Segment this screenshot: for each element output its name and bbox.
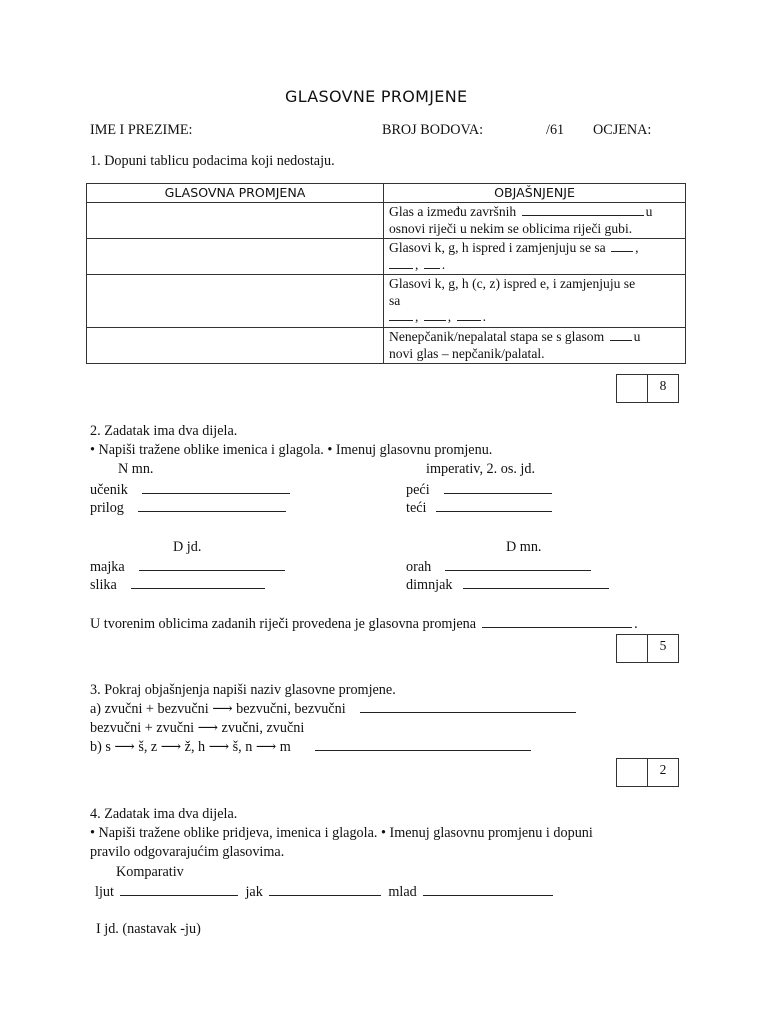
task4-heading: 4. Zadatak ima dva dijela. — [90, 806, 238, 822]
word-row-dimnjak — [406, 577, 611, 595]
answer-blank[interactable] — [142, 493, 290, 494]
explanation-text: u — [645, 204, 653, 219]
table-header-row — [87, 184, 686, 203]
label-d-jd: D jd. — [173, 539, 202, 555]
answer-blank[interactable] — [389, 320, 413, 321]
task1-instruction: 1. Dopuni tablicu podacima koji nedostaju. — [90, 153, 335, 169]
explanation-cell: Glasovi k, g, h ispred i zamjenjuju se sa , , . — [384, 239, 686, 275]
explanation-text: Glasovi k, g, h ispred i zamjenjuju se sa — [389, 240, 606, 256]
word: jak — [245, 884, 263, 900]
answer-blank[interactable] — [138, 511, 286, 512]
task4-instruction-line1: • Napiši tražene oblike pridjeva, imenica i glagola. • Imenuj glasovnu promjenu i dopuni — [90, 825, 593, 841]
score-entry[interactable] — [617, 759, 647, 786]
word: orah — [406, 559, 432, 575]
label-imperativ: imperativ, 2. os. jd. — [426, 461, 536, 477]
task2-instruction: • Napiši tražene oblike imenica i glagola. • Imenuj glasovnu promjenu. — [90, 442, 493, 458]
sentence-end: . — [634, 616, 638, 632]
word-row-teci — [406, 500, 554, 518]
answer-blank[interactable] — [424, 320, 446, 321]
answer-blank[interactable] — [610, 340, 632, 341]
answer-blank[interactable] — [131, 588, 265, 589]
score-max: 8 — [647, 375, 678, 402]
task1-table — [86, 183, 686, 364]
grade-label: OCJENA: — [593, 122, 652, 138]
task3-score-box — [616, 758, 679, 787]
table-row — [87, 239, 686, 275]
column-header-objasnjenje: OBJAŠNJENJE — [384, 184, 686, 203]
word: majka — [90, 559, 125, 575]
answer-blank[interactable] — [436, 511, 552, 512]
word-row-slika — [90, 577, 267, 595]
explanation-text: Glasovi k, g, h (c, z) ispred e, i zamjenjuju se — [389, 276, 636, 292]
answer-cell[interactable] — [87, 203, 384, 239]
word: slika — [90, 577, 117, 593]
explanation-text: sa — [389, 292, 401, 308]
task3-line-a2: bezvučni + zvučni ⟶ zvučni, zvučni — [90, 720, 305, 736]
word-row-ucenik — [90, 482, 292, 500]
page-title: GLASOVNE PROMJENE — [285, 87, 468, 106]
sentence-text: U tvorenim oblicima zadanih riječi provedena je glasovna promjena — [90, 616, 477, 632]
answer-blank[interactable] — [315, 750, 531, 751]
table-row — [87, 328, 686, 364]
word: teći — [406, 500, 427, 516]
word: mlad — [388, 884, 417, 900]
word-row-peci — [406, 482, 554, 500]
task3-line-a — [90, 701, 578, 719]
score-entry[interactable] — [617, 375, 647, 402]
explanation-text: , — [635, 240, 639, 256]
answer-blank[interactable] — [463, 588, 609, 589]
answer-blank[interactable] — [269, 895, 381, 896]
task4-instruction-line2: pravilo odgovarajućim glasovima. — [90, 844, 285, 860]
answer-cell[interactable] — [87, 239, 384, 275]
answer-blank[interactable] — [389, 268, 413, 269]
task3-line-b — [90, 739, 533, 757]
label-i-jd: I jd. (nastavak -ju) — [96, 921, 201, 937]
word-row-majka — [90, 559, 287, 577]
task2-heading: 2. Zadatak ima dva dijela. — [90, 423, 238, 439]
explanation-text: osnovi riječi u nekim se oblicima riječi gubi. — [389, 220, 633, 236]
task4-word-row — [95, 884, 555, 902]
word: ljut — [95, 884, 114, 900]
explanation-cell — [384, 203, 686, 239]
explanation-cell — [384, 328, 686, 364]
task1-score-box — [616, 374, 679, 403]
explanation-text: novi glas – nepčanik/palatal. — [389, 345, 545, 361]
answer-blank[interactable] — [423, 895, 553, 896]
points-label: BROJ BODOVA: — [382, 122, 484, 138]
word-row-orah — [406, 559, 593, 577]
answer-blank[interactable] — [120, 895, 238, 896]
rule-text: b) s ⟶ š, z ⟶ ž, h ⟶ š, n ⟶ m — [90, 739, 291, 755]
answer-blank[interactable] — [444, 493, 552, 494]
table-row — [87, 275, 686, 328]
task3-heading: 3. Pokraj objašnjenja napiši naziv glasovne promjene. — [90, 682, 396, 698]
answer-blank[interactable] — [445, 570, 591, 571]
task2-score-box — [616, 634, 679, 663]
name-label: IME I PREZIME: — [90, 122, 193, 138]
word-row-prilog — [90, 500, 288, 518]
explanation-cell: Glasovi k, g, h (c, z) ispred e, i zamjenjuju se sa , , . — [384, 275, 686, 328]
column-header-promjena: GLASOVNA PROMJENA — [87, 184, 384, 203]
word: peći — [406, 482, 430, 498]
answer-cell[interactable] — [87, 328, 384, 364]
rule-text: a) zvučni + bezvučni ⟶ bezvučni, bezvučni — [90, 701, 346, 717]
answer-blank[interactable] — [482, 627, 632, 628]
answer-blank[interactable] — [457, 320, 481, 321]
word: učenik — [90, 482, 128, 498]
answer-blank[interactable] — [360, 712, 576, 713]
score-max: 5 — [647, 635, 678, 662]
answer-blank[interactable] — [611, 251, 633, 252]
answer-blank[interactable] — [522, 215, 644, 216]
explanation-text: u — [633, 329, 641, 345]
table-row — [87, 203, 686, 239]
label-d-mn: D mn. — [506, 539, 542, 555]
explanation-text: Nenepčanik/nepalatal stapa se s glasom — [389, 329, 605, 345]
score-max: 2 — [647, 759, 678, 786]
label-komparativ: Komparativ — [116, 864, 184, 880]
explanation-text: Glas a između završnih — [389, 204, 517, 219]
word: prilog — [90, 500, 124, 516]
answer-blank[interactable] — [139, 570, 285, 571]
answer-cell[interactable] — [87, 275, 384, 328]
answer-blank[interactable] — [424, 268, 440, 269]
points-max: /61 — [546, 122, 565, 138]
score-entry[interactable] — [617, 635, 647, 662]
task2-sentence — [90, 616, 638, 634]
word: dimnjak — [406, 577, 453, 593]
label-n-mn: N mn. — [118, 461, 154, 477]
